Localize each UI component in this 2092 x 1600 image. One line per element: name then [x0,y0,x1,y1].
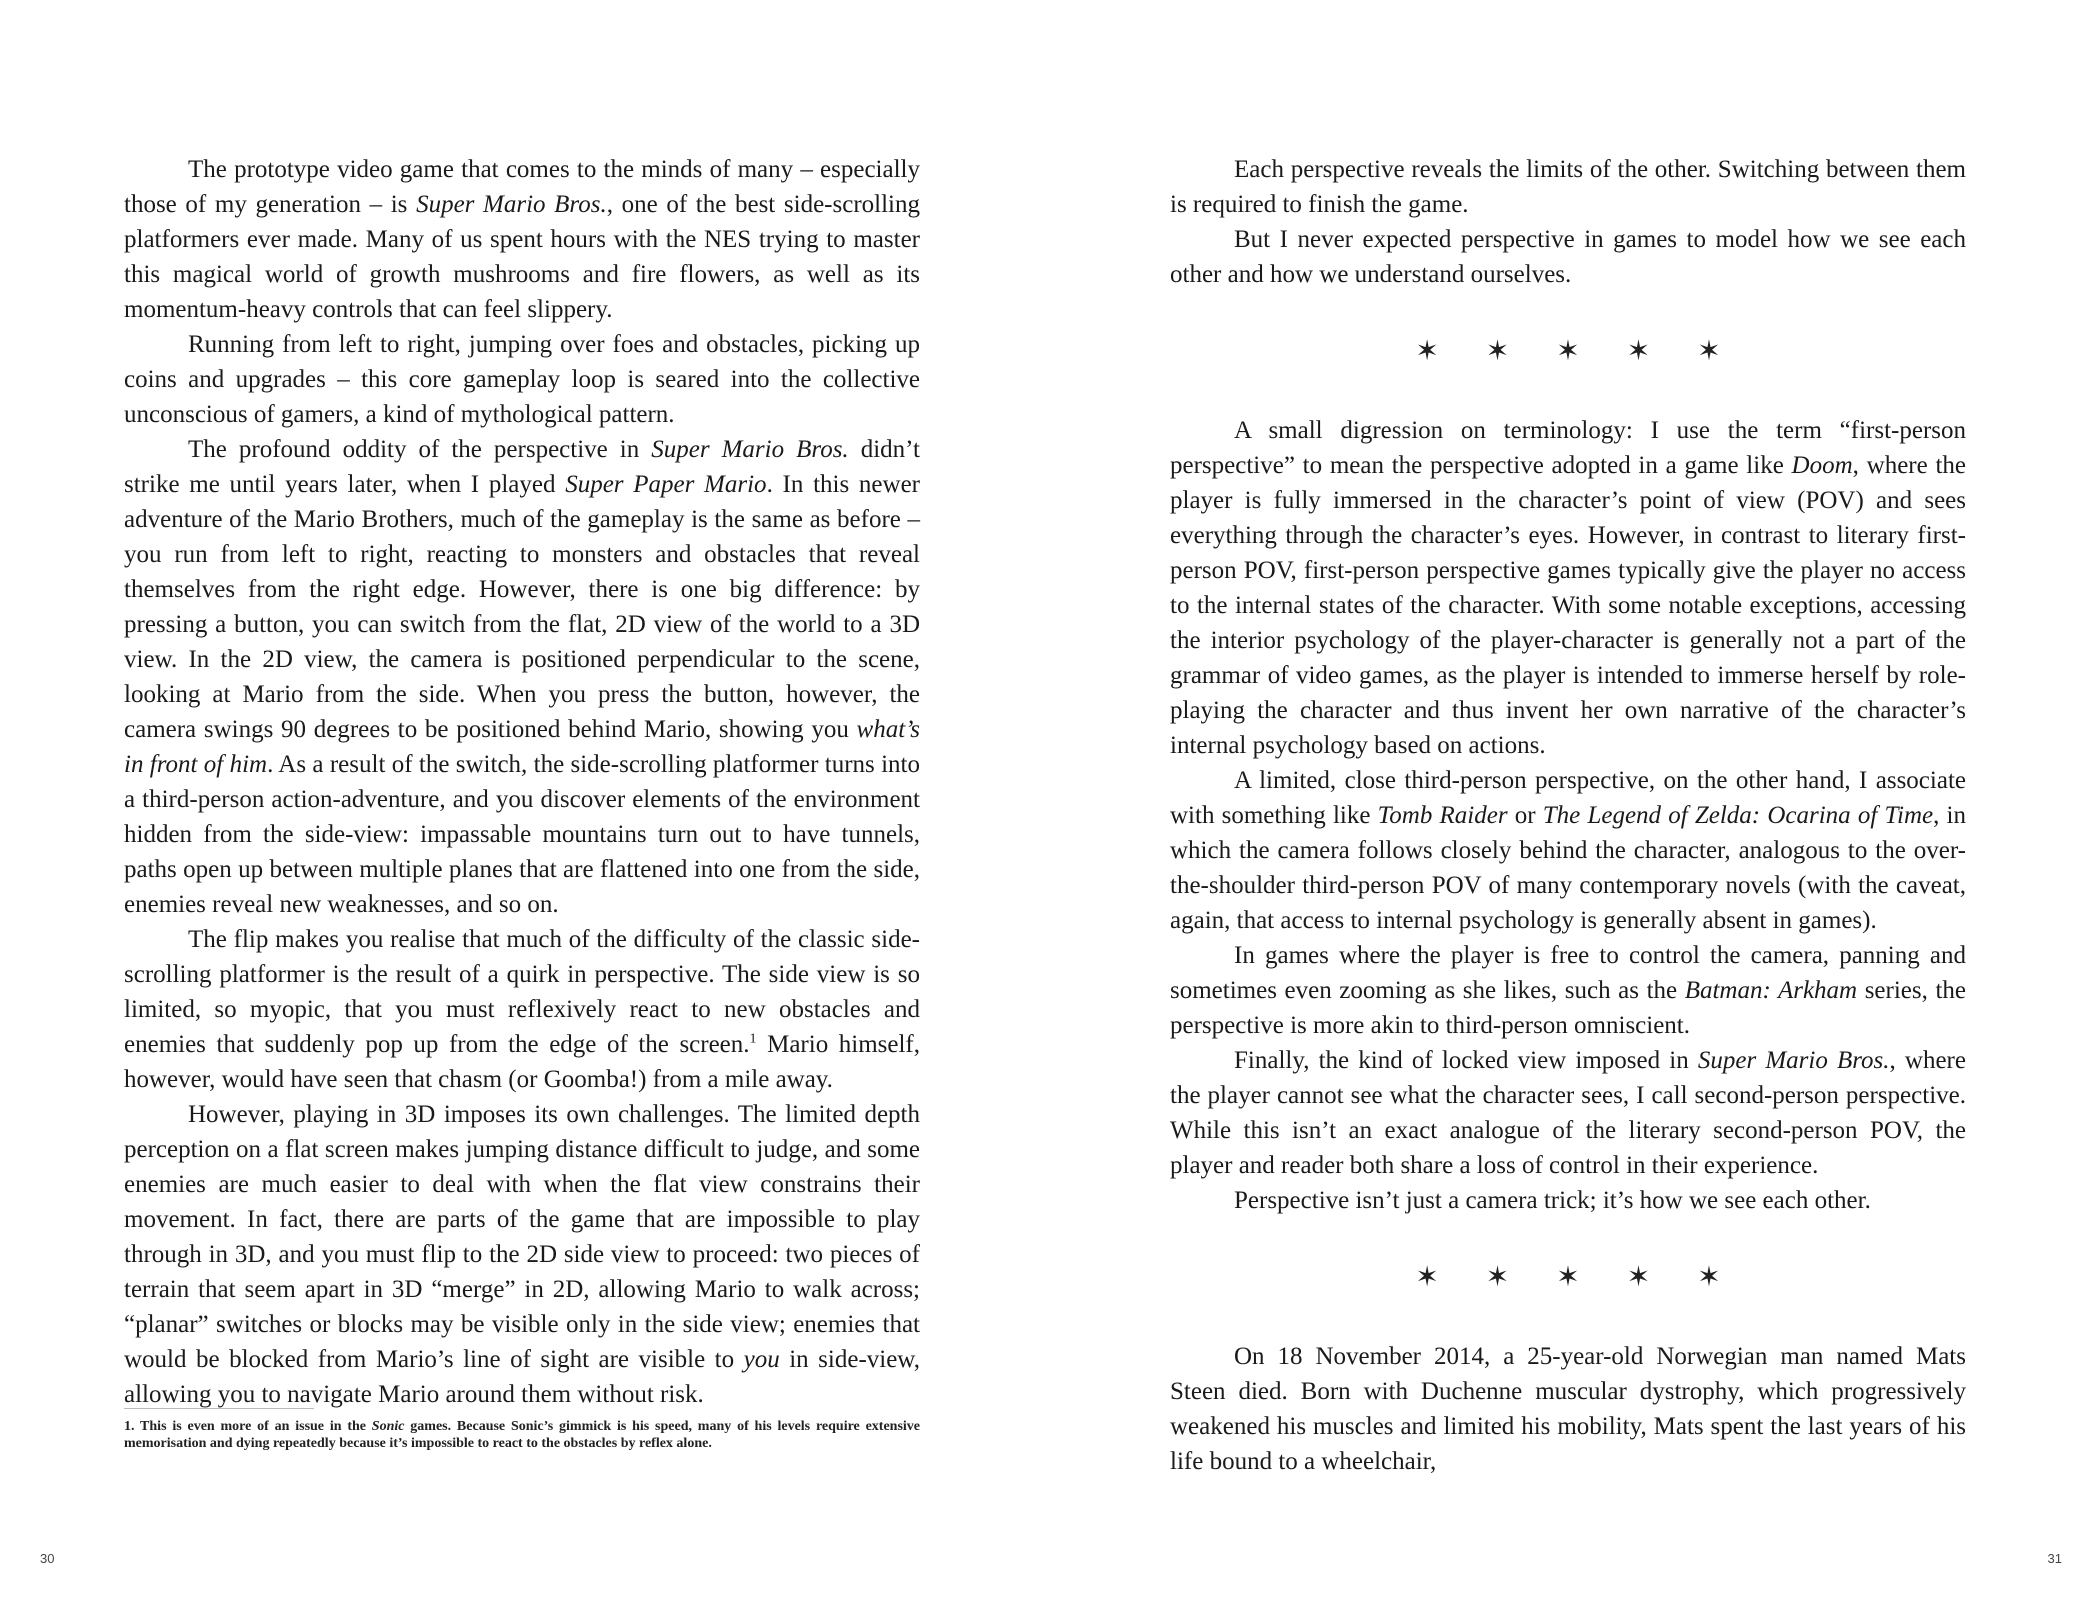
paragraph: A limited, close third-person perspective, on the other hand, I associate with something like Tomb Raider or The Legend of Zelda: Ocarina of Time, in which the camera follows closely behind the character, analogous to the over-the-shoulder third-person POV of many contemporary novels (with the caveat, again, that access to internal psychology is generally absent in games). [1170,767,1966,934]
paragraph: Running from left to right, jumping over foes and obstacles, picking up coins and upgrades – this core gameplay loop is seared into the collective unconscious of gamers, a kind of mythological pattern. [124,331,920,428]
right-page [1046,0,2092,1600]
footnote-rule [124,1408,314,1409]
paragraph: The flip makes you realise that much of the difficulty of the classic side-scrolling platformer is the result of a quirk in perspective. The side view is so limited, so myopic, that you must reflexively react to new obstacles and enemies that suddenly pop up from the edge of the screen.$^1$ Mario himself, however, would have seen that chasm (or Goomba!) from a mile away. [124,926,920,1093]
paragraph: Each perspective reveals the limits of the other. Switching between them is required to finish the game. [1170,156,1966,218]
italic-title: Doom [1791,452,1853,479]
page-number-right: 31 [2047,1551,2062,1566]
section-break-asterisks: ✶ ✶ ✶ ✶ ✶ [1415,336,1741,367]
right-body-text [1170,152,1966,1479]
paragraph: Perspective isn’t just a camera trick; it’s how we see each other. [1234,1187,1871,1214]
italic-title: Batman: Arkham [1684,977,1858,1004]
italic-title: what’s in front of him [124,716,920,778]
paragraph: In games where the player is free to control the camera, panning and sometimes even zooming as she likes, such as the Batman: Arkham series, the perspective is more akin to third-person omniscient. [1170,942,1966,1039]
italic-title: Super Mario Bros. [651,436,849,463]
footnote: 1. This is even more of an issue in the Sonic games. Because Sonic’s gimmick is his speed, many of his levels require extensive memorisation and dying repeatedly because it’s impossible to react to the obstacles by reflex alone. [124,1419,920,1451]
section-break-asterisks: ✶ ✶ ✶ ✶ ✶ [1415,1262,1741,1293]
paragraph: However, playing in 3D imposes its own challenges. The limited depth perception on a flat screen makes jumping distance difficult to judge, and some enemies are much easier to deal with when the flat view constrains their movement. In fact, there are parts of the game that are impossible to play through in 3D, and you must flip to the 2D side view to proceed: two pieces of terrain that seem apart in 3D “merge” in 2D, allowing Mario to walk across; “planar” switches or blocks may be visible only in the side view; enemies that would be blocked from Mario’s line of sight are visible to you in side-view, allowing you to navigate Mario around them without risk. [124,1101,920,1408]
left-body-text [124,152,920,1412]
paragraph: The profound oddity of the perspective in Super Mario Bros. didn’t strike me until years later, when I played Super Paper Mario. In this newer adventure of the Mario Brothers, much of the gameplay is the same as before – you run from left to right, reacting to monsters and obstacles that reveal themselves from the right edge. However, there is one big difference: by pressing a button, you can switch from the flat, 2D view of the world to a 3D view. In the 2D view, the camera is positioned perpendicular to the scene, looking at Mario from the side. When you press the button, however, the camera swings 90 degrees to be positioned behind Mario, showing you what’s in front of him. As a result of the switch, the side-scrolling platformer turns into a third-person action-adventure, and you discover elements of the environment hidden from the side-view: impassable mountains turn out to have tunnels, paths open up between multiple planes that are flattened into one from the side, enemies reveal new weaknesses, and so on. [124,436,920,918]
italic-title: Super Mario Bros. [416,191,607,218]
paragraph: Finally, the kind of locked view imposed in Super Mario Bros., where the player cannot see what the character sees, I call second-person perspective. While this isn’t an exact analogue of the literary second-person POV, the player and reader both share a loss of control in their experience. [1170,1047,1966,1179]
paragraph: A small digression on terminology: I use the term “first-person perspective” to mean the perspective adopted in a game like Doom, where the player is fully immersed in the character’s point of view (POV) and sees everything through the character’s eyes. However, in contrast to literary first-person POV, first-person perspective games typically give the player no access to the internal states of the character. With some notable exceptions, accessing the interior psychology of the player-character is generally not a part of the grammar of video games, as the player is intended to immerse herself by role-playing the character and thus invent her own narrative of the character’s internal psychology based on actions. [1170,417,1966,759]
paragraph: The prototype video game that comes to the minds of many – especially those of my generation – is Super Mario Bros., one of the best side-scrolling platformers ever made. Many of us spent hours with the NES trying to master this magical world of growth mushrooms and fire flowers, as well as its momentum-heavy controls that can feel slippery. [124,156,920,323]
italic-title: you [743,1346,780,1373]
footnote-marker: 1 [749,1031,757,1047]
paragraph: But I never expected perspective in games to model how we see each other and how we understand ourselves. [1170,226,1966,288]
italic-title: Super Paper Mario [565,471,767,498]
italic-title: The Legend of Zelda: Ocarina of Time [1542,802,1934,829]
paragraph: On 18 November 2014, a 25-year-old Norwegian man named Mats Steen died. Born with Duchenne muscular dystrophy, which progressively weakened his muscles and limited his mobility, Mats spent the last years of his life bound to a wheelchair, [1170,1343,1966,1475]
page-number-left: 30 [40,1551,55,1566]
italic-title: Super Mario Bros. [1697,1047,1890,1074]
italic-title: Tomb Raider [1377,802,1508,829]
italic-title: Sonic [371,1419,405,1434]
